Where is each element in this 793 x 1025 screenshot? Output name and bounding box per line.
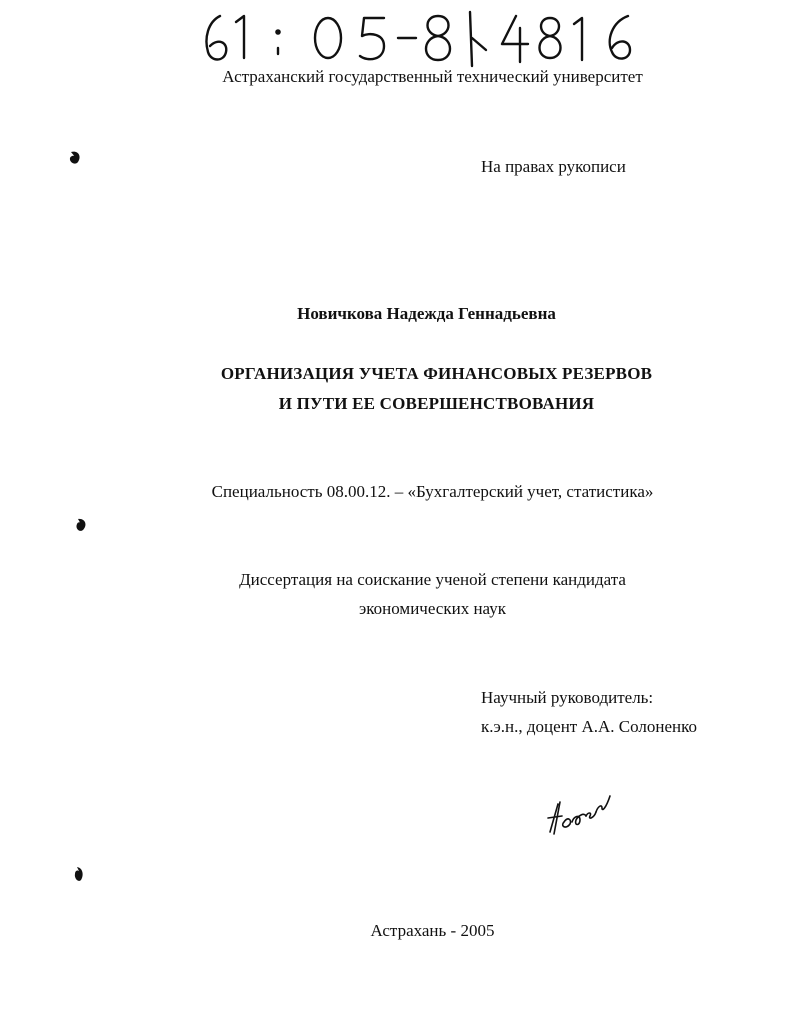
specialty: Специальность 08.00.12. – «Бухгалтерский учет, статистика» [211,482,654,501]
advisor-label: Научный руководитель: [481,688,654,707]
advisor-name: к.э.н., доцент А.А. Солоненко [481,717,698,736]
archive-code-handwritten [198,8,648,70]
handwritten-signature [540,782,620,842]
punch-hole-mark [74,517,88,533]
dissertation-title-line-1: ОРГАНИЗАЦИЯ УЧЕТА ФИНАНСОВЫХ РЕЗЕРВОВ [220,364,653,383]
dissertation-degree-line-2: экономических наук [358,599,507,618]
punch-hole-mark [72,866,86,882]
punch-hole-mark [68,150,82,166]
author-name: Новичкова Надежда Геннадьевна [297,304,556,323]
university-name: Астраханский государственный технический университет [222,67,643,86]
dissertation-degree-line-1: Диссертация на соискание ученой степени кандидата [239,570,626,589]
dissertation-title-line-2: И ПУТИ ЕЕ СОВЕРШЕНСТВОВАНИЯ [278,394,595,413]
rights-note: На правах рукописи [481,157,626,176]
city-year: Астрахань - 2005 [370,921,495,940]
